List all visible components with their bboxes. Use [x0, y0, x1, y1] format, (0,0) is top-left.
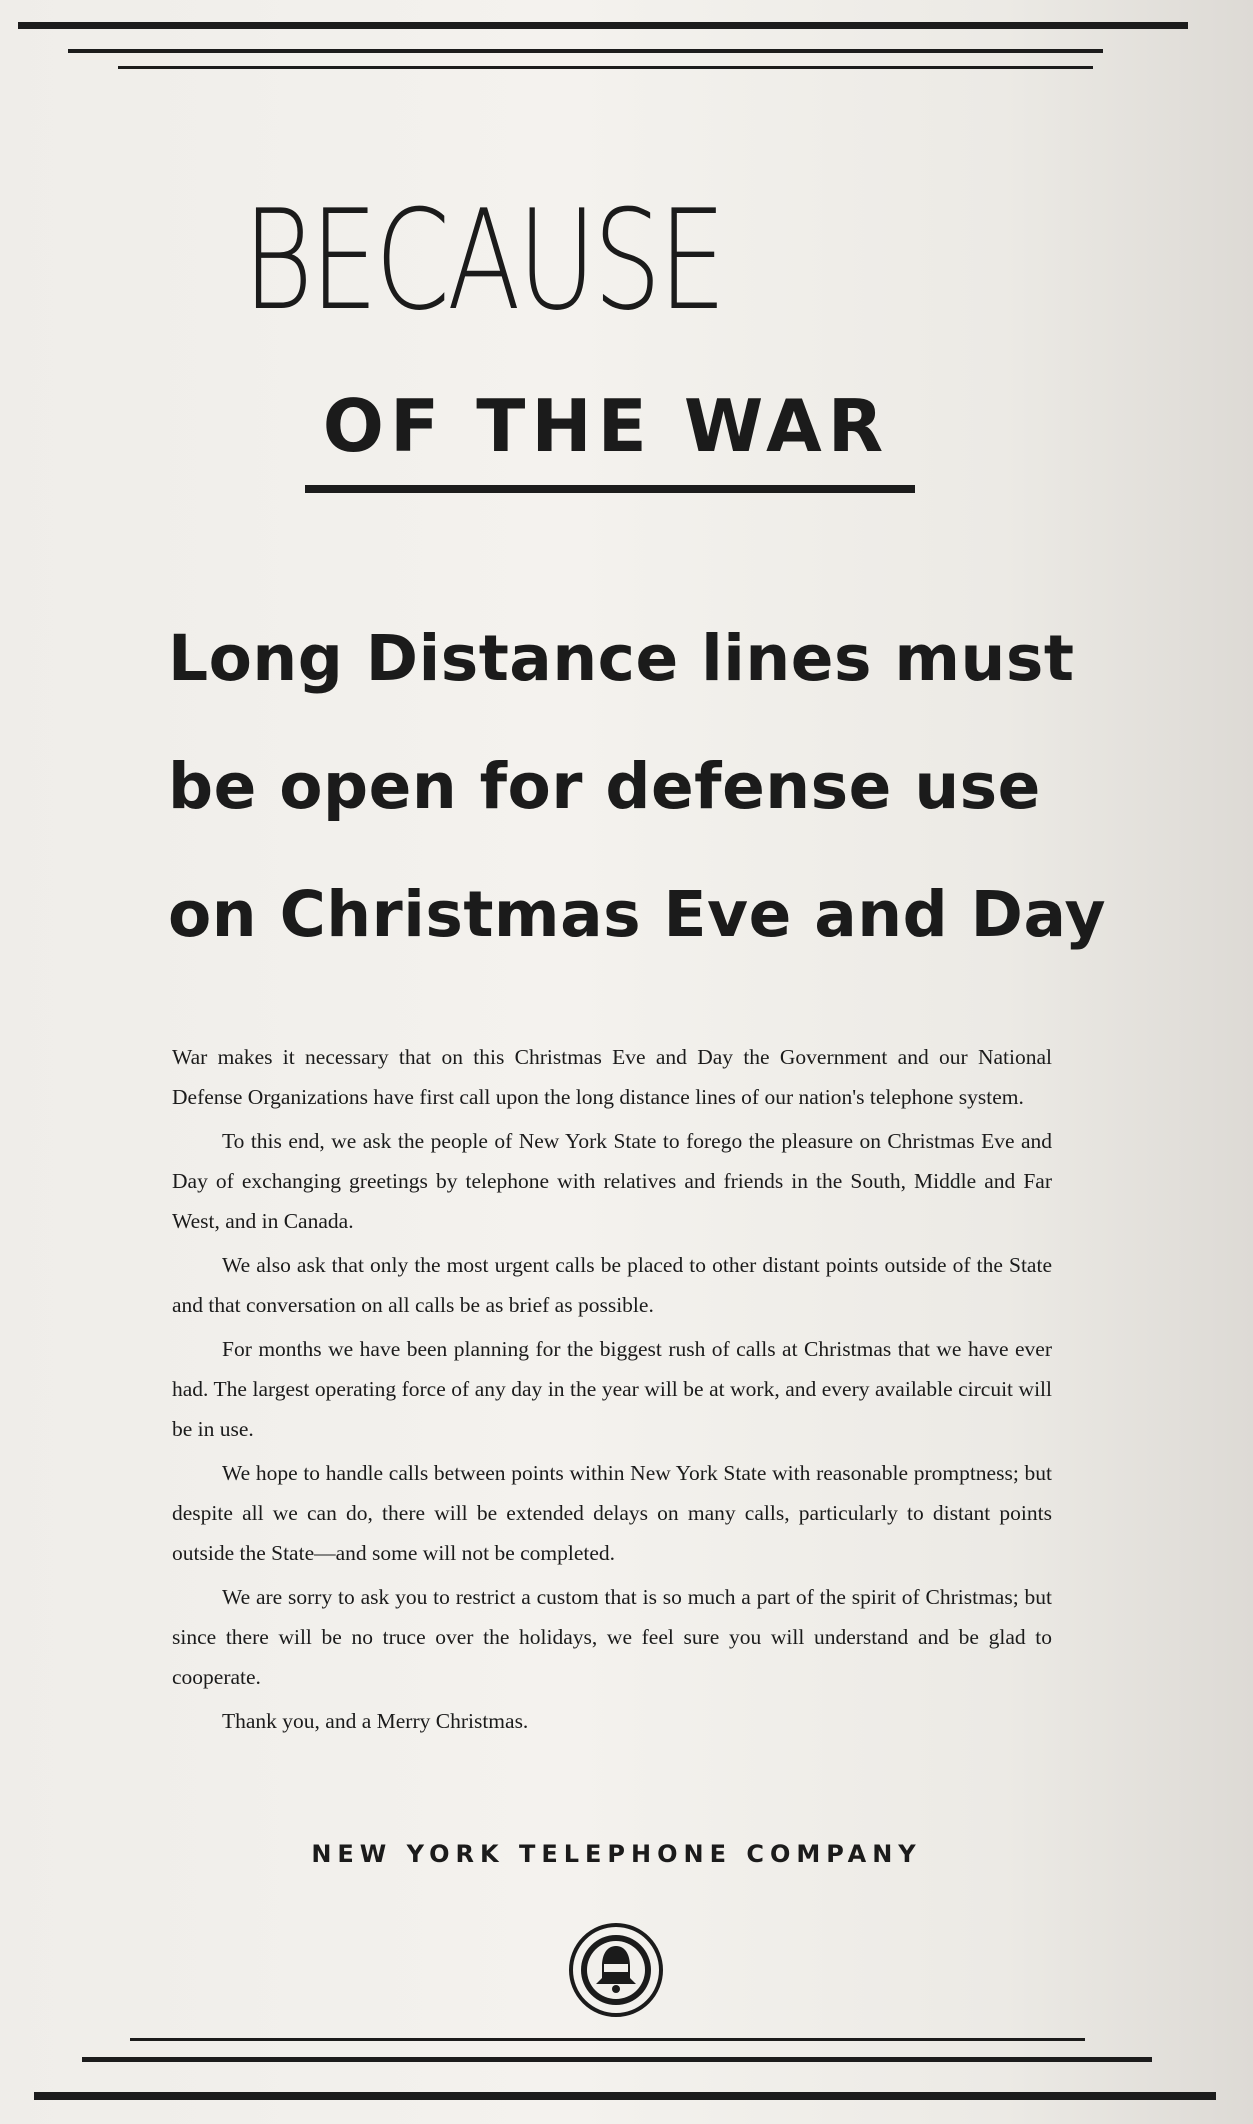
body-paragraph: War makes it necessary that on this Christmas Eve and Day the Government and our National Defense Organizations have first call upon the long distance lines of our nation's telephone system. [172, 1045, 1052, 1109]
subhead-line: Long Distance lines must [168, 622, 1075, 695]
top-border-rule [118, 66, 1093, 69]
body-paragraph: We hope to handle calls between points within New York State with reasonable promptness; but despite all we can do, there will be extended delays on many calls, particularly to distant points outside the State—and some will not be completed. [172, 1461, 1052, 1565]
subhead-line: on Christmas Eve and Day [168, 878, 1107, 951]
body-paragraph: For months we have been planning for the biggest rush of calls at Christmas that we have ever had. The largest operating force of any day in the year will be at work, and every available circuit will be in use. [172, 1337, 1052, 1441]
top-border-rule [68, 49, 1103, 53]
subhead-line: be open for defense use [168, 750, 1041, 823]
body-copy [172, 1037, 1052, 1745]
bottom-border-rule [34, 2092, 1216, 2100]
subheadline [168, 595, 1107, 979]
body-paragraph: We also ask that only the most urgent calls be placed to other distant points outside of the State and that conversation on all calls be as brief as possible. [172, 1253, 1052, 1317]
body-paragraph: Thank you, and a Merry Christmas. [222, 1709, 529, 1733]
company-name: NEW YORK TELEPHONE COMPANY [311, 1840, 922, 1868]
headline-underline [305, 485, 915, 493]
top-border-rule [18, 22, 1188, 29]
headline-because: BECAUSE [242, 180, 724, 341]
body-paragraph: To this end, we ask the people of New York State to forego the pleasure on Christmas Eve and Day of exchanging greetings by telephone with relatives and friends in the South, Middle and Far West, and in Canada. [172, 1129, 1052, 1233]
company-signature [0, 1840, 1253, 1868]
headline-of-the-war: OF THE WAR [322, 384, 890, 468]
bell-system-logo-icon [568, 1922, 664, 2018]
body-paragraph: We are sorry to ask you to restrict a custom that is so much a part of the spirit of Christmas; but since there will be no truce over the holidays, we feel sure you will understand and be glad to cooperate. [172, 1585, 1052, 1689]
bottom-border-rule [82, 2057, 1152, 2062]
bottom-border-rule [130, 2038, 1085, 2041]
